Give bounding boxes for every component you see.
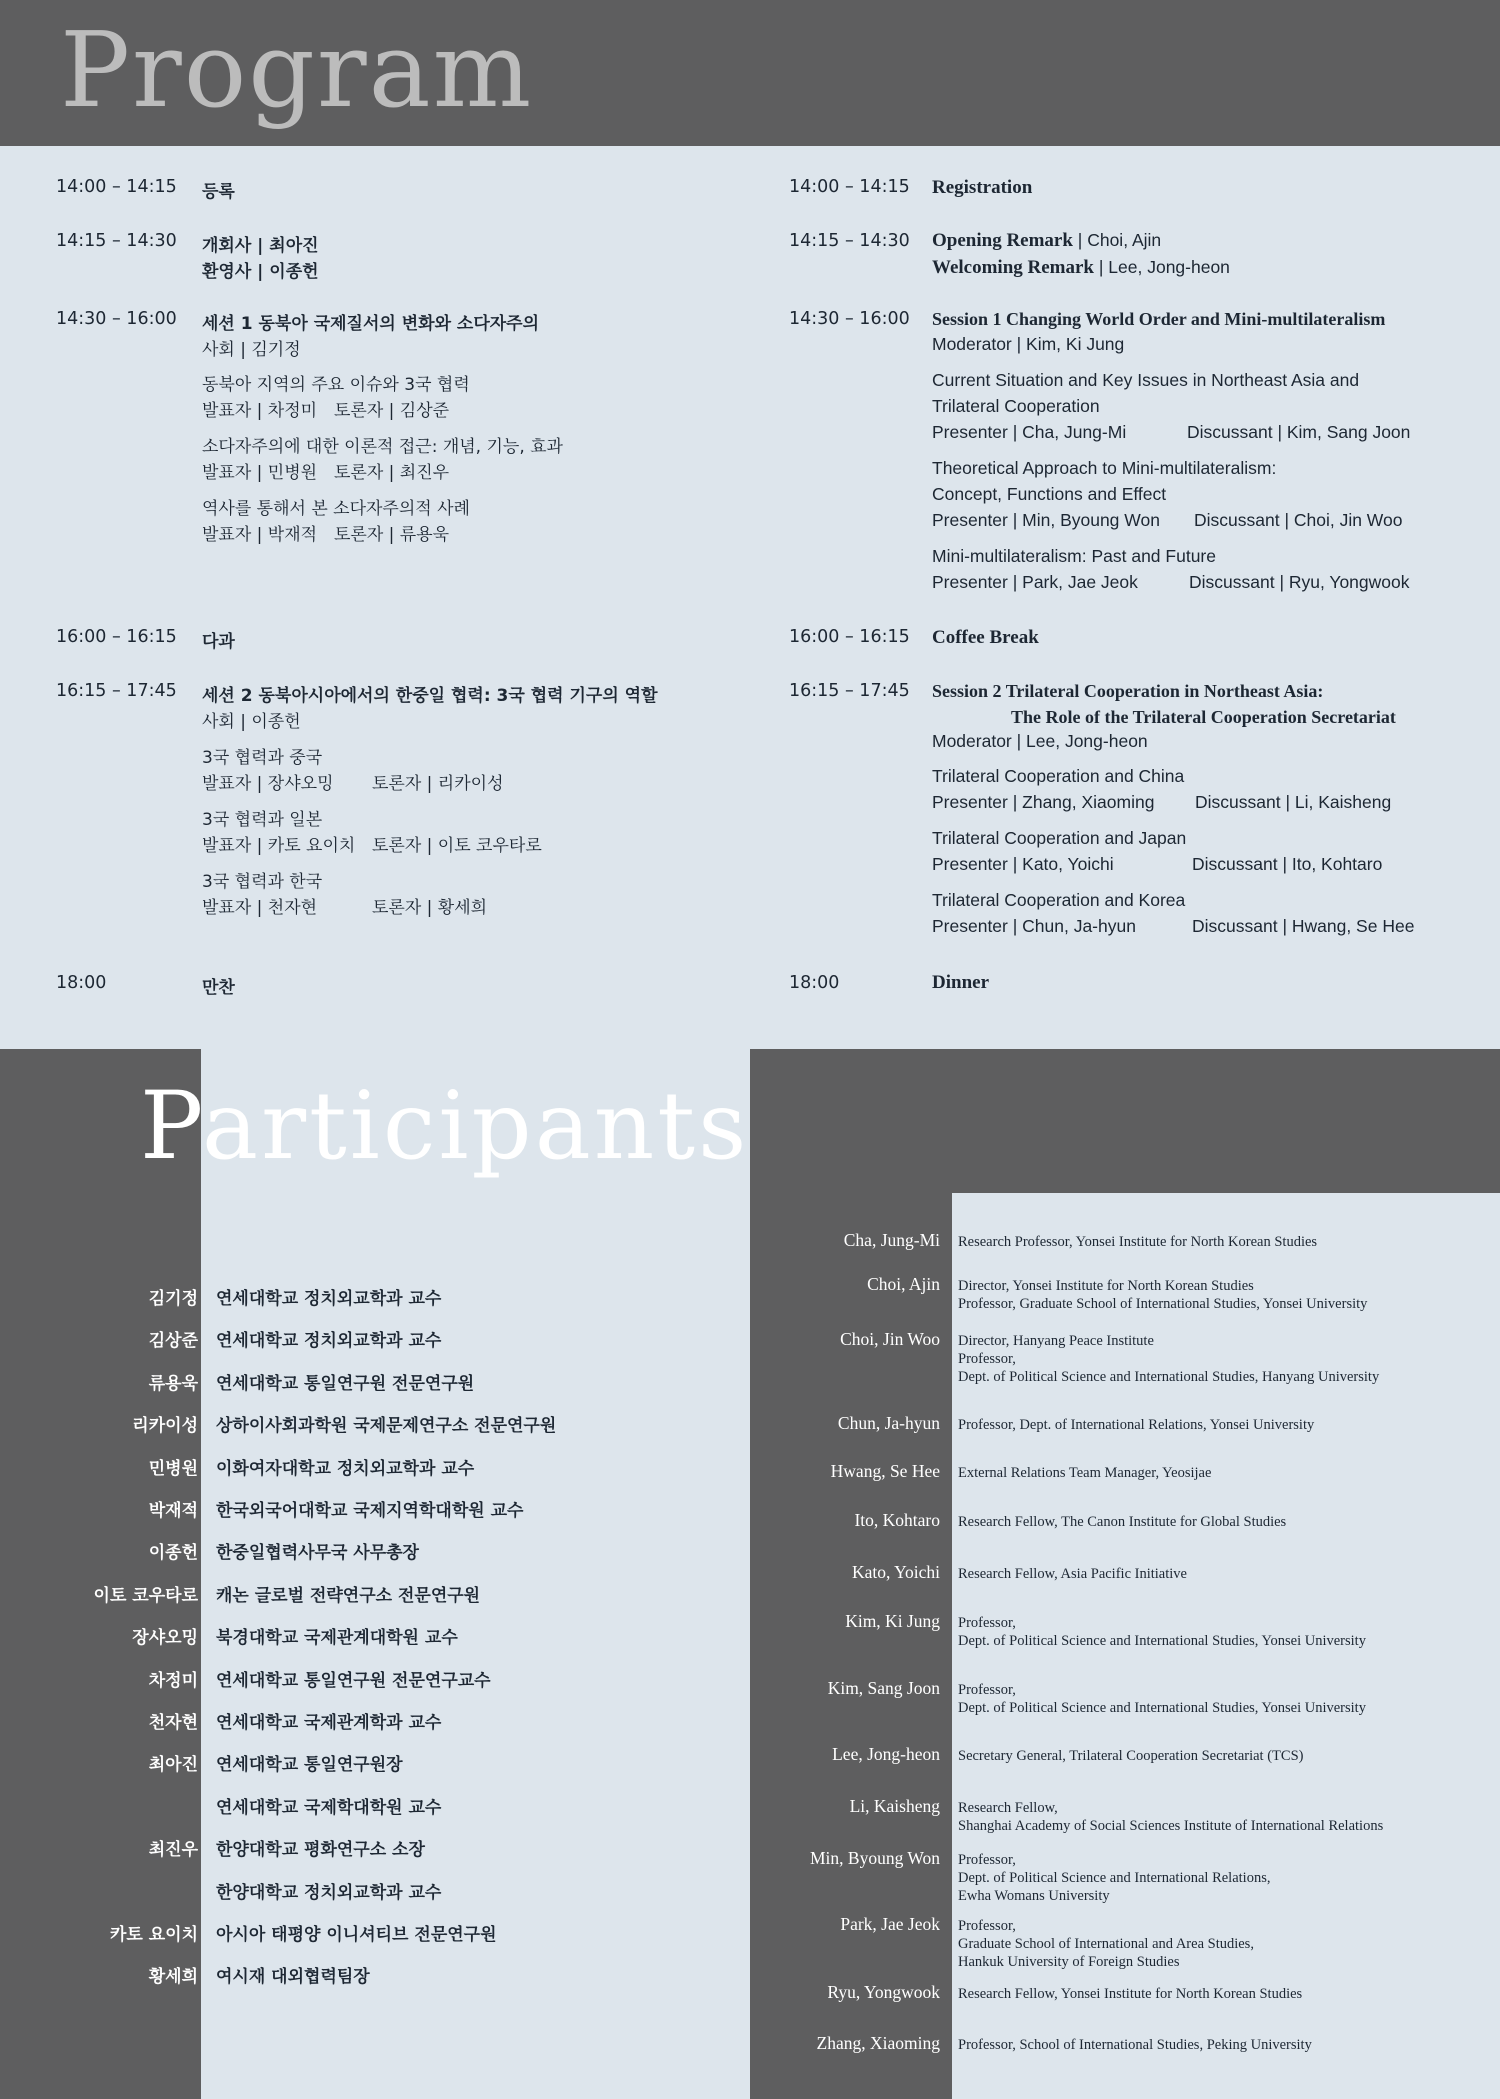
- agenda-title: Welcoming Remark: [932, 257, 1095, 278]
- presenter: Presenter | Park, Jae Jeok: [932, 572, 1138, 592]
- participant-affiliation: 한국외국어대학교 국제지역학대학원 교수: [216, 1501, 524, 1521]
- participant-affiliation: Dept. of Political Science and International Studies, Yonsei University: [958, 1700, 1366, 1716]
- participant-affiliation: Professor, Dept. of International Relations, Yonsei University: [958, 1417, 1315, 1433]
- participant-affiliation: 한중일협력사무국 사무총장: [216, 1543, 419, 1563]
- participant-name: 차정미: [148, 1671, 198, 1691]
- participant-name: Cha, Jung-Mi: [843, 1230, 940, 1250]
- participant-affiliation: 연세대학교 통일연구원 전문연구원: [216, 1374, 475, 1394]
- participant-affiliation: 여시재 대외협력팀장: [216, 1967, 370, 1987]
- participant-name: Ito, Kohtaro: [854, 1510, 940, 1530]
- time-slot: 16:15 – 17:45: [56, 681, 177, 701]
- participant-name: Choi, Jin Woo: [840, 1329, 940, 1349]
- agenda-title: Registration: [932, 177, 1033, 198]
- discussant: Discussant | Kim, Sang Joon: [1187, 422, 1411, 442]
- participant-name: Kato, Yoichi: [852, 1562, 940, 1582]
- agenda-line: 3국 협력과 중국: [202, 748, 323, 768]
- session-subtitle: The Role of the Trilateral Cooperation Secretariat: [1011, 707, 1396, 727]
- participant-name: 리카이성: [132, 1416, 198, 1436]
- agenda-title: 등록: [202, 182, 235, 202]
- agenda-item: [932, 230, 1161, 252]
- presenter: 발표자 | 천자현: [202, 898, 318, 918]
- presenter: 발표자 | 민병원: [202, 463, 318, 483]
- agenda-title: 만찬: [202, 978, 235, 998]
- time-slot: 16:00 – 16:15: [56, 627, 177, 647]
- agenda-speaker: | Choi, Ajin: [1072, 230, 1162, 250]
- participant-name: 카토 요이치: [109, 1925, 198, 1945]
- agenda-title: Coffee Break: [932, 627, 1039, 648]
- time-slot: 18:00: [56, 973, 107, 993]
- participant-affiliation: Research Fellow, The Canon Institute for Global Studies: [958, 1514, 1287, 1530]
- participant-affiliation: 연세대학교 통일연구원장: [216, 1755, 403, 1775]
- participant-affiliation: Dept. of Political Science and International Studies, Yonsei University: [958, 1633, 1366, 1649]
- participant-affiliation: Director, Yonsei Institute for North Korean Studies: [958, 1278, 1254, 1294]
- participant-name: 민병원: [148, 1459, 198, 1479]
- participant-affiliation: Ewha Womans University: [958, 1888, 1110, 1904]
- moderator: Moderator | Kim, Ki Jung: [932, 334, 1125, 354]
- agenda-line: 소다자주의에 대한 이론적 접근: 개념, 기능, 효과: [202, 437, 563, 457]
- participant-affiliation: Research Fellow,: [958, 1800, 1058, 1816]
- presenter: 발표자 | 차정미: [202, 401, 318, 421]
- presenter: Presenter | Cha, Jung-Mi: [932, 422, 1127, 442]
- participant-name: 류용욱: [148, 1374, 198, 1394]
- participant-affiliation: Professor,: [958, 1852, 1016, 1868]
- agenda-title: 개회사 | 최아진: [202, 236, 319, 256]
- presenter: Presenter | Zhang, Xiaoming: [932, 792, 1155, 812]
- topic: Trilateral Cooperation and Korea: [932, 890, 1186, 910]
- participant-affiliation: Director, Hanyang Peace Institute: [958, 1333, 1154, 1349]
- participant-affiliation: Dept. of Political Science and International Studies, Hanyang University: [958, 1369, 1380, 1385]
- program-heading: Program: [60, 9, 534, 131]
- participant-affiliation: 아시아 태평양 이니셔티브 전문연구원: [216, 1925, 497, 1945]
- topic: Mini-multilateralism: Past and Future: [932, 546, 1216, 566]
- topic: Theoretical Approach to Mini-multilateralism:: [932, 458, 1277, 478]
- participant-name: Choi, Ajin: [867, 1274, 940, 1294]
- participant-affiliation: Professor,: [958, 1682, 1016, 1698]
- participant-affiliation: 한양대학교 정치외교학과 교수: [216, 1883, 442, 1903]
- time-slot: 16:15 – 17:45: [789, 681, 910, 701]
- time-slot: 14:15 – 14:30: [789, 231, 910, 251]
- agenda-line: 사회 | 이종헌: [202, 712, 301, 732]
- topic: Trilateral Cooperation: [932, 396, 1100, 416]
- agenda-item: [932, 257, 1230, 279]
- discussant: Discussant | Li, Kaisheng: [1195, 792, 1392, 812]
- presenter: 발표자 | 장샤오밍: [202, 774, 334, 794]
- agenda-line: 동북아 지역의 주요 이슈와 3국 협력: [202, 375, 470, 395]
- participant-name: Min, Byoung Won: [809, 1848, 940, 1868]
- discussant: Discussant | Hwang, Se Hee: [1192, 916, 1415, 936]
- agenda-title: Opening Remark: [932, 230, 1073, 251]
- participant-affiliation: 캐논 글로벌 전략연구소 전문연구원: [216, 1586, 481, 1606]
- participant-name: Park, Jae Jeok: [840, 1914, 940, 1934]
- participant-name: Lee, Jong-heon: [832, 1744, 940, 1764]
- time-slot: 14:30 – 16:00: [56, 309, 177, 329]
- agenda-speaker: | Lee, Jong-heon: [1094, 257, 1230, 277]
- time-slot: 16:00 – 16:15: [789, 627, 910, 647]
- discussant: 토론자 | 류용욱: [334, 525, 450, 545]
- participants-top-bar: [952, 1049, 1500, 1193]
- participant-name: 김기정: [148, 1289, 198, 1309]
- agenda-line: 사회 | 김기정: [202, 340, 301, 360]
- participant-affiliation: 연세대학교 통일연구원 전문연구교수: [216, 1671, 491, 1691]
- discussant: 토론자 | 황세희: [372, 898, 488, 918]
- time-slot: 18:00: [789, 973, 840, 993]
- participant-name: 김상준: [148, 1331, 198, 1351]
- discussant: 토론자 | 최진우: [334, 463, 450, 483]
- agenda-line: 3국 협력과 한국: [202, 872, 323, 892]
- participant-affiliation: Graduate School of International and Area Studies,: [958, 1936, 1254, 1952]
- topic: Trilateral Cooperation and China: [932, 766, 1185, 786]
- participants-heading: Participants: [140, 1072, 750, 1181]
- time-slot: 14:15 – 14:30: [56, 231, 177, 251]
- topic: Current Situation and Key Issues in Northeast Asia and: [932, 370, 1360, 390]
- participant-affiliation: Professor, Graduate School of International Studies, Yonsei University: [958, 1296, 1368, 1312]
- topic: Concept, Functions and Effect: [932, 484, 1167, 504]
- participant-name: 이토 코우타로: [93, 1586, 198, 1606]
- session-title: Session 2 Trilateral Cooperation in Northeast Asia:: [932, 681, 1324, 701]
- participant-affiliation: Shanghai Academy of Social Sciences Institute of International Relations: [958, 1818, 1384, 1834]
- participant-affiliation: Research Fellow, Yonsei Institute for North Korean Studies: [958, 1986, 1303, 2002]
- discussant: 토론자 | 이토 코우타로: [372, 836, 542, 856]
- participant-affiliation: Professor, School of International Studies, Peking University: [958, 2037, 1312, 2053]
- participant-name: Kim, Sang Joon: [827, 1678, 940, 1698]
- participant-name: 천자현: [148, 1713, 198, 1733]
- discussant: 토론자 | 리카이성: [372, 774, 504, 794]
- participant-name: 박재적: [148, 1501, 198, 1521]
- participant-name: Chun, Ja-hyun: [837, 1413, 940, 1433]
- discussant: Discussant | Ito, Kohtaro: [1192, 854, 1383, 874]
- agenda-title: Dinner: [932, 972, 989, 993]
- agenda-line: 3국 협력과 일본: [202, 810, 323, 830]
- participant-affiliation: 이화여자대학교 정치외교학과 교수: [216, 1459, 475, 1479]
- presenter: Presenter | Min, Byoung Won: [932, 510, 1160, 530]
- presenter: 발표자 | 카토 요이치: [202, 836, 356, 856]
- participant-affiliation: 한양대학교 평화연구소 소장: [216, 1840, 425, 1860]
- participant-affiliation: 북경대학교 국제관계대학원 교수: [216, 1628, 458, 1648]
- time-slot: 14:00 – 14:15: [789, 177, 910, 197]
- participant-affiliation: 연세대학교 정치외교학과 교수: [216, 1289, 442, 1309]
- participant-affiliation: Research Fellow, Asia Pacific Initiative: [958, 1566, 1187, 1582]
- presenter: Presenter | Chun, Ja-hyun: [932, 916, 1136, 936]
- participant-affiliation: Professor,: [958, 1918, 1016, 1934]
- participant-name: 최아진: [148, 1755, 198, 1775]
- session-title: Session 1 Changing World Order and Mini-multilateralism: [932, 309, 1386, 329]
- moderator: Moderator | Lee, Jong-heon: [932, 731, 1148, 751]
- topic: Trilateral Cooperation and Japan: [932, 828, 1187, 848]
- participant-name: Li, Kaisheng: [849, 1796, 940, 1816]
- participant-name: 장샤오밍: [132, 1628, 198, 1648]
- presenter: 발표자 | 박재적: [202, 525, 318, 545]
- agenda-title: 환영사 | 이종헌: [202, 262, 319, 282]
- participant-affiliation: Dept. of Political Science and International Relations,: [958, 1870, 1271, 1886]
- agenda-title: 다과: [202, 632, 235, 652]
- presenter: Presenter | Kato, Yoichi: [932, 854, 1114, 874]
- discussant: 토론자 | 김상준: [334, 401, 450, 421]
- participant-name: 최진우: [148, 1840, 198, 1860]
- participant-affiliation: External Relations Team Manager, Yeosijae: [958, 1465, 1212, 1481]
- participant-name: Ryu, Yongwook: [827, 1982, 940, 2002]
- participant-affiliation: Professor,: [958, 1351, 1016, 1367]
- discussant: Discussant | Choi, Jin Woo: [1194, 510, 1403, 530]
- participant-affiliation: 연세대학교 국제학대학원 교수: [216, 1798, 442, 1818]
- participant-name: 이종헌: [148, 1543, 198, 1563]
- participant-affiliation: 상하이사회과학원 국제문제연구소 전문연구원: [216, 1416, 557, 1436]
- participant-affiliation: 연세대학교 국제관계학과 교수: [216, 1713, 442, 1733]
- agenda-line: 역사를 통해서 본 소다자주의적 사례: [202, 499, 470, 519]
- participant-name: Hwang, Se Hee: [830, 1461, 940, 1481]
- time-slot: 14:30 – 16:00: [789, 309, 910, 329]
- time-slot: 14:00 – 14:15: [56, 177, 177, 197]
- participant-name: Kim, Ki Jung: [845, 1611, 940, 1631]
- participant-affiliation: 연세대학교 정치외교학과 교수: [216, 1331, 442, 1351]
- participant-affiliation: Hankuk University of Foreign Studies: [958, 1954, 1180, 1970]
- discussant: Discussant | Ryu, Yongwook: [1189, 572, 1410, 592]
- participant-affiliation: Secretary General, Trilateral Cooperation Secretariat (TCS): [958, 1748, 1304, 1764]
- agenda-title: 세션 1 동북아 국제질서의 변화와 소다자주의: [202, 314, 540, 334]
- participant-name: 황세희: [148, 1967, 198, 1987]
- participant-name: Zhang, Xiaoming: [816, 2033, 940, 2053]
- participant-affiliation: Professor,: [958, 1615, 1016, 1631]
- agenda-title: 세션 2 동북아시아에서의 한중일 협력: 3국 협력 기구의 역할: [202, 686, 658, 706]
- participant-affiliation: Research Professor, Yonsei Institute for North Korean Studies: [958, 1234, 1318, 1250]
